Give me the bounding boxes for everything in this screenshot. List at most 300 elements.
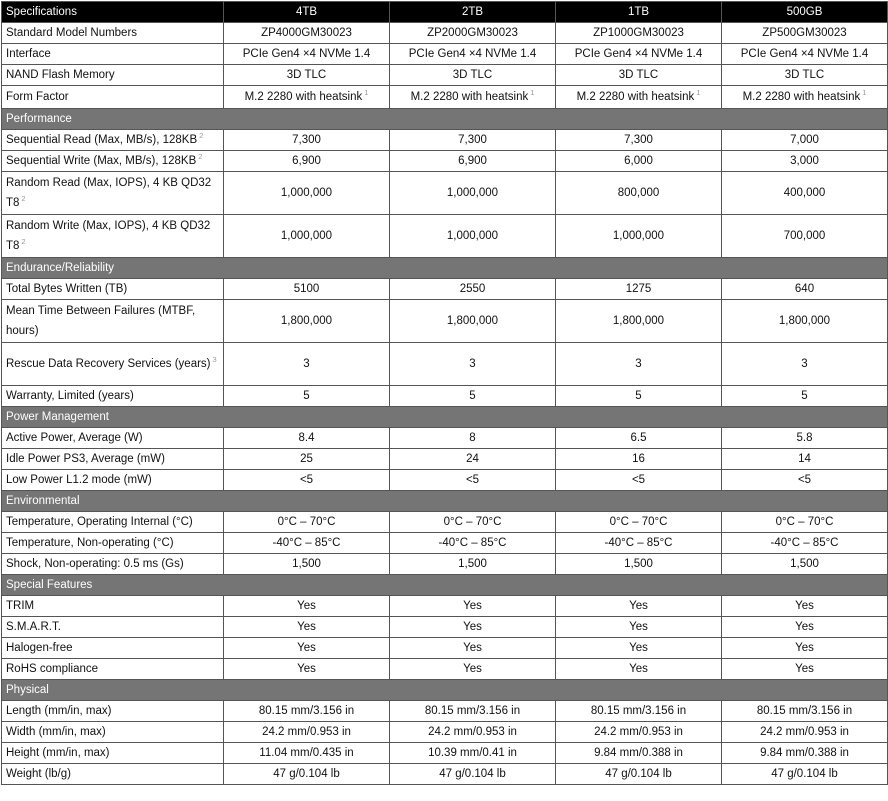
value-cell — [390, 300, 556, 343]
value-cell — [224, 172, 390, 215]
cell-value: 9.84 mm/0.388 in — [594, 747, 683, 759]
value-cell — [224, 386, 390, 407]
value-cell — [722, 764, 888, 785]
value-cell — [722, 386, 888, 407]
table-row — [2, 86, 888, 109]
cell-value: Yes — [297, 621, 316, 633]
cell-value: 25 — [300, 453, 313, 465]
value-cell — [390, 701, 556, 722]
row-label: RoHS compliance — [6, 663, 99, 675]
cell-value: ZP2000GM30023 — [427, 27, 518, 39]
cell-value: 24.2 mm/0.953 in — [262, 726, 351, 738]
cell-value: 1,500 — [458, 558, 487, 570]
row-label: Weight (lb/g) — [6, 768, 71, 780]
cell-value: 5 — [303, 390, 310, 402]
cell-value: ZP4000GM30023 — [261, 27, 352, 39]
cell-value: Yes — [629, 621, 648, 633]
cell-value: <5 — [797, 474, 812, 486]
row-label-cell — [2, 743, 224, 764]
cell-value: 2550 — [459, 283, 486, 295]
cell-value: 80.15 mm/3.156 in — [258, 705, 355, 717]
table-row — [2, 130, 888, 151]
cell-value: Yes — [629, 663, 648, 675]
cell-value: 3 — [635, 358, 642, 370]
value-cell — [722, 554, 888, 575]
table-row — [2, 617, 888, 638]
row-label: Random Write (Max, IOPS), 4 KB QD32 T8 — [6, 220, 211, 252]
value-cell — [556, 172, 722, 215]
row-label-cell — [2, 533, 224, 554]
row-label: Total Bytes Written (TB) — [6, 283, 128, 295]
row-label-cell — [2, 172, 224, 215]
value-cell — [224, 343, 390, 386]
value-cell — [722, 617, 888, 638]
cell-value: 3 — [303, 358, 310, 370]
cell-value: 1,000,000 — [612, 230, 665, 242]
section-header-row — [2, 109, 888, 130]
row-label-cell — [2, 701, 224, 722]
value-cell — [556, 386, 722, 407]
row-label: Interface — [6, 48, 51, 60]
cell-value: 8.4 — [298, 432, 315, 444]
row-label-cell — [2, 659, 224, 680]
table-row — [2, 722, 888, 743]
cell-value: 8 — [469, 432, 476, 444]
footnote-marker: 2 — [199, 131, 204, 141]
row-label-cell — [2, 470, 224, 491]
table-row — [2, 659, 888, 680]
table-row — [2, 279, 888, 300]
value-cell — [390, 343, 556, 386]
value-cell — [224, 722, 390, 743]
value-cell — [556, 151, 722, 172]
value-cell — [722, 470, 888, 491]
capacity-header: 1TB — [556, 2, 722, 23]
cell-value: 1,000,000 — [280, 230, 333, 242]
footnote-marker: 1 — [530, 88, 535, 98]
footnote-marker: 1 — [696, 88, 701, 98]
cell-value: 5 — [801, 390, 808, 402]
value-cell — [224, 215, 390, 258]
value-cell — [556, 596, 722, 617]
row-label-cell — [2, 617, 224, 638]
table-row — [2, 65, 888, 86]
value-cell — [390, 722, 556, 743]
value-cell — [722, 533, 888, 554]
value-cell — [224, 86, 390, 109]
cell-value: Yes — [795, 663, 814, 675]
value-cell — [390, 449, 556, 470]
row-label: Active Power, Average (W) — [6, 432, 143, 444]
cell-value: 10.39 mm/0.41 in — [428, 747, 517, 759]
cell-value: 5.8 — [796, 432, 813, 444]
cell-value: 3D TLC — [286, 69, 327, 81]
value-cell — [722, 659, 888, 680]
row-label-cell — [2, 130, 224, 151]
value-cell — [390, 533, 556, 554]
row-label-cell — [2, 86, 224, 109]
table-row — [2, 215, 888, 258]
cell-value: 3 — [801, 358, 808, 370]
row-label: Form Factor — [6, 91, 69, 103]
footnote-marker: 2 — [21, 194, 26, 204]
value-cell — [556, 215, 722, 258]
table-row — [2, 596, 888, 617]
value-cell — [722, 279, 888, 300]
value-cell — [722, 743, 888, 764]
value-cell — [722, 215, 888, 258]
value-cell — [224, 596, 390, 617]
row-label: Random Read (Max, IOPS), 4 KB QD32 T8 — [6, 177, 212, 209]
section-header-row — [2, 258, 888, 279]
cell-value: 1,500 — [790, 558, 819, 570]
value-cell — [224, 23, 390, 44]
cell-value: 47 g/0.104 lb — [605, 768, 672, 780]
cell-value: 1,800,000 — [612, 315, 665, 327]
cell-value: Yes — [795, 621, 814, 633]
value-cell — [722, 172, 888, 215]
row-label-cell — [2, 215, 224, 258]
value-cell — [556, 23, 722, 44]
table-row — [2, 23, 888, 44]
row-label-cell — [2, 151, 224, 172]
row-label-cell — [2, 65, 224, 86]
table-row — [2, 743, 888, 764]
cell-value: 3D TLC — [618, 69, 659, 81]
value-cell — [556, 617, 722, 638]
value-cell — [224, 449, 390, 470]
cell-value: 5100 — [293, 283, 320, 295]
cell-value: Yes — [463, 663, 482, 675]
cell-value: <5 — [631, 474, 646, 486]
cell-value: 1,000,000 — [446, 230, 499, 242]
cell-value: <5 — [465, 474, 480, 486]
cell-value: 47 g/0.104 lb — [439, 768, 506, 780]
row-label-cell — [2, 386, 224, 407]
value-cell — [390, 172, 556, 215]
cell-value: M.2 2280 with heatsink — [576, 91, 695, 103]
cell-value: 800,000 — [617, 187, 660, 199]
cell-value: M.2 2280 with heatsink — [410, 91, 529, 103]
row-label: TRIM — [6, 600, 35, 612]
section-header-row — [2, 491, 888, 512]
value-cell — [390, 764, 556, 785]
cell-value: <5 — [299, 474, 314, 486]
value-cell — [224, 428, 390, 449]
value-cell — [390, 130, 556, 151]
value-cell — [722, 151, 888, 172]
value-cell — [224, 638, 390, 659]
cell-value: 7,000 — [790, 134, 819, 146]
value-cell — [556, 470, 722, 491]
section-title: Special Features — [2, 575, 888, 596]
section-header-row — [2, 407, 888, 428]
row-label-cell — [2, 23, 224, 44]
cell-value: 640 — [794, 283, 815, 295]
cell-value: Yes — [297, 642, 316, 654]
value-cell — [722, 65, 888, 86]
value-cell — [224, 151, 390, 172]
value-cell — [722, 130, 888, 151]
value-cell — [390, 638, 556, 659]
value-cell — [722, 428, 888, 449]
cell-value: 24.2 mm/0.953 in — [760, 726, 849, 738]
row-label-cell — [2, 300, 224, 343]
value-cell — [556, 343, 722, 386]
value-cell — [556, 701, 722, 722]
cell-value: 14 — [798, 453, 811, 465]
value-cell — [224, 44, 390, 65]
cell-value: 24 — [466, 453, 479, 465]
cell-value: -40°C – 85°C — [604, 537, 673, 549]
value-cell — [224, 701, 390, 722]
cell-value: 5 — [469, 390, 476, 402]
row-label: Temperature, Operating Internal (°C) — [6, 516, 193, 528]
section-title: Power Management — [2, 407, 888, 428]
value-cell — [556, 86, 722, 109]
value-cell — [390, 23, 556, 44]
cell-value: 80.15 mm/3.156 in — [590, 705, 687, 717]
row-label-cell — [2, 44, 224, 65]
value-cell — [556, 428, 722, 449]
value-cell — [390, 554, 556, 575]
value-cell — [722, 23, 888, 44]
cell-value: 6,900 — [458, 155, 487, 167]
row-label: Low Power L1.2 mode (mW) — [6, 474, 152, 486]
value-cell — [556, 279, 722, 300]
row-label-cell — [2, 428, 224, 449]
row-label: Warranty, Limited (years) — [6, 390, 134, 402]
value-cell — [390, 512, 556, 533]
cell-value: 7,300 — [458, 134, 487, 146]
footnote-marker: 3 — [212, 355, 217, 365]
cell-value: Yes — [629, 600, 648, 612]
row-label: Shock, Non-operating: 0.5 ms (Gs) — [6, 558, 184, 570]
value-cell — [224, 65, 390, 86]
table-row — [2, 343, 888, 386]
cell-value: Yes — [297, 600, 316, 612]
value-cell — [390, 470, 556, 491]
value-cell — [556, 659, 722, 680]
cell-value: 7,300 — [624, 134, 653, 146]
cell-value: 24.2 mm/0.953 in — [428, 726, 517, 738]
value-cell — [390, 659, 556, 680]
cell-value: 700,000 — [783, 230, 826, 242]
value-cell — [556, 65, 722, 86]
row-label-cell — [2, 343, 224, 386]
value-cell — [390, 428, 556, 449]
cell-value: 6,000 — [624, 155, 653, 167]
value-cell — [722, 596, 888, 617]
cell-value: 400,000 — [783, 187, 826, 199]
table-row — [2, 428, 888, 449]
table-row — [2, 151, 888, 172]
value-cell — [556, 722, 722, 743]
value-cell — [556, 44, 722, 65]
cell-value: Yes — [629, 642, 648, 654]
row-label: Halogen-free — [6, 642, 73, 654]
header-row — [2, 2, 888, 23]
cell-value: 6,900 — [292, 155, 321, 167]
value-cell — [722, 86, 888, 109]
value-cell — [556, 764, 722, 785]
cell-value: 1,800,000 — [280, 315, 333, 327]
cell-value: 80.15 mm/3.156 in — [424, 705, 521, 717]
value-cell — [224, 512, 390, 533]
cell-value: 3D TLC — [784, 69, 825, 81]
header-title: Specifications — [2, 2, 224, 23]
cell-value: M.2 2280 with heatsink — [244, 91, 363, 103]
value-cell — [224, 764, 390, 785]
cell-value: -40°C – 85°C — [770, 537, 839, 549]
cell-value: 3,000 — [790, 155, 819, 167]
section-title: Physical — [2, 680, 888, 701]
specifications-table — [1, 1, 888, 785]
row-label: S.M.A.R.T. — [6, 621, 61, 633]
row-label-cell — [2, 449, 224, 470]
section-title: Performance — [2, 109, 888, 130]
value-cell — [556, 554, 722, 575]
row-label: Width (mm/in, max) — [6, 726, 106, 738]
row-label: Rescue Data Recovery Services (years) — [6, 358, 211, 370]
table-row — [2, 172, 888, 215]
cell-value: 1,500 — [624, 558, 653, 570]
value-cell — [390, 386, 556, 407]
table-row — [2, 449, 888, 470]
cell-value: 0°C – 70°C — [775, 516, 834, 528]
footnote-marker: 2 — [198, 152, 203, 162]
value-cell — [556, 533, 722, 554]
row-label-cell — [2, 764, 224, 785]
cell-value: M.2 2280 with heatsink — [742, 91, 861, 103]
cell-value: 0°C – 70°C — [277, 516, 336, 528]
row-label-cell — [2, 554, 224, 575]
value-cell — [390, 65, 556, 86]
row-label-cell — [2, 722, 224, 743]
section-title: Endurance/Reliability — [2, 258, 888, 279]
row-label-cell — [2, 512, 224, 533]
row-label-cell — [2, 596, 224, 617]
row-label: Standard Model Numbers — [6, 27, 138, 39]
value-cell — [224, 659, 390, 680]
table-row — [2, 512, 888, 533]
cell-value: 1,000,000 — [280, 187, 333, 199]
row-label: Temperature, Non-operating (°C) — [6, 537, 174, 549]
value-cell — [390, 44, 556, 65]
cell-value: Yes — [795, 642, 814, 654]
value-cell — [390, 151, 556, 172]
cell-value: 11.04 mm/0.435 in — [259, 747, 354, 759]
value-cell — [556, 638, 722, 659]
cell-value: 16 — [632, 453, 645, 465]
cell-value: PCIe Gen4 ×4 NVMe 1.4 — [574, 48, 703, 60]
cell-value: Yes — [297, 663, 316, 675]
cell-value: Yes — [463, 642, 482, 654]
cell-value: Yes — [795, 600, 814, 612]
capacity-header: 4TB — [224, 2, 390, 23]
cell-value: 1,800,000 — [778, 315, 831, 327]
value-cell — [722, 701, 888, 722]
value-cell — [722, 44, 888, 65]
value-cell — [224, 617, 390, 638]
value-cell — [722, 449, 888, 470]
cell-value: Yes — [463, 621, 482, 633]
table-row — [2, 701, 888, 722]
value-cell — [722, 343, 888, 386]
row-label: Length (mm/in, max) — [6, 705, 112, 717]
table-row — [2, 470, 888, 491]
cell-value: 3D TLC — [452, 69, 493, 81]
value-cell — [722, 300, 888, 343]
cell-value: ZP500GM30023 — [762, 27, 847, 39]
cell-value: 47 g/0.104 lb — [273, 768, 340, 780]
value-cell — [224, 743, 390, 764]
cell-value: 80.15 mm/3.156 in — [756, 705, 853, 717]
value-cell — [390, 743, 556, 764]
row-label: Mean Time Between Failures (MTBF, hours) — [6, 305, 196, 337]
cell-value: 7,300 — [292, 134, 321, 146]
value-cell — [556, 130, 722, 151]
cell-value: 9.84 mm/0.388 in — [760, 747, 849, 759]
cell-value: Yes — [463, 600, 482, 612]
value-cell — [390, 215, 556, 258]
value-cell — [722, 638, 888, 659]
cell-value: 0°C – 70°C — [609, 516, 668, 528]
cell-value: 1,500 — [292, 558, 321, 570]
value-cell — [390, 596, 556, 617]
row-label-cell — [2, 638, 224, 659]
value-cell — [224, 130, 390, 151]
value-cell — [390, 279, 556, 300]
table-row — [2, 554, 888, 575]
table-row — [2, 533, 888, 554]
cell-value: 1,000,000 — [446, 187, 499, 199]
footnote-marker: 1 — [364, 88, 369, 98]
cell-value: 6.5 — [630, 432, 647, 444]
cell-value: 24.2 mm/0.953 in — [594, 726, 683, 738]
value-cell — [224, 300, 390, 343]
value-cell — [722, 722, 888, 743]
row-label: Sequential Write (Max, MB/s), 128KB — [6, 155, 197, 167]
value-cell — [390, 617, 556, 638]
table-row — [2, 764, 888, 785]
value-cell — [224, 470, 390, 491]
row-label-cell — [2, 279, 224, 300]
cell-value: 5 — [635, 390, 642, 402]
value-cell — [556, 743, 722, 764]
value-cell — [556, 300, 722, 343]
value-cell — [224, 279, 390, 300]
cell-value: PCIe Gen4 ×4 NVMe 1.4 — [408, 48, 537, 60]
cell-value: ZP1000GM30023 — [593, 27, 684, 39]
table-row — [2, 300, 888, 343]
row-label: Sequential Read (Max, MB/s), 128KB — [6, 134, 198, 146]
value-cell — [224, 533, 390, 554]
table-row — [2, 638, 888, 659]
value-cell — [390, 86, 556, 109]
capacity-header: 2TB — [390, 2, 556, 23]
cell-value: -40°C – 85°C — [438, 537, 507, 549]
capacity-header: 500GB — [722, 2, 888, 23]
table-row — [2, 386, 888, 407]
cell-value: 3 — [469, 358, 476, 370]
row-label: NAND Flash Memory — [6, 69, 115, 81]
spec-body — [2, 23, 888, 785]
value-cell — [722, 512, 888, 533]
footnote-marker: 1 — [862, 88, 867, 98]
cell-value: 47 g/0.104 lb — [771, 768, 838, 780]
cell-value: 1275 — [625, 283, 652, 295]
